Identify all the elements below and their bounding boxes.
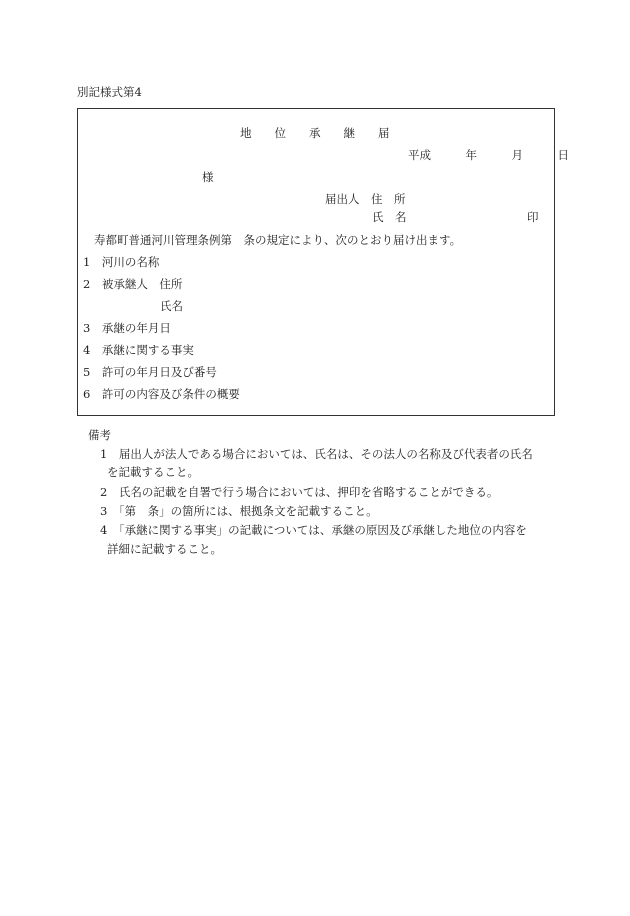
form-item: 氏名 [160, 299, 183, 313]
remark-note-continuation: を記載すること。 [107, 465, 199, 479]
form-number-label: 別記様式第4 [77, 85, 142, 99]
date-line: 平成 年 月 日 [408, 148, 569, 162]
remark-note: 1 届出人が法人である場合においては、氏名は、その法人の名称及び代表者の氏名 [100, 447, 533, 461]
addressee-suffix: 様 [202, 170, 214, 184]
form-item: 6 許可の内容及び条件の概要 [83, 387, 240, 401]
remark-note: 4 「承継に関する事実」の記載については、承継の原因及び承継した地位の内容を [100, 523, 527, 537]
remark-note-continuation: 詳細に記載すること。 [107, 542, 222, 556]
form-item: 1 河川の名称 [83, 255, 160, 269]
remarks-heading: 備考 [88, 428, 111, 442]
form-title: 地 位 承 継 届 [240, 126, 390, 140]
form-item: 4 承継に関する事実 [83, 343, 194, 357]
form-item: 3 承継の年月日 [83, 321, 171, 335]
notifier-name-label: 氏 名 [372, 210, 407, 224]
remark-note: 2 氏名の記載を自署で行う場合においては、押印を省略することができる。 [100, 485, 499, 499]
notifier-address-label: 届出人 住 所 [325, 192, 406, 206]
form-item: 5 許可の年月日及び番号 [83, 365, 217, 379]
form-item: 2 被承継人 住所 [83, 277, 183, 291]
seal-mark: 印 [527, 210, 539, 224]
statement-text: 寿都町普通河川管理条例第 条の規定により、次のとおり届け出ます。 [94, 233, 462, 247]
remark-note: 3 「第 条」の箇所には、根拠条文を記載すること。 [100, 504, 378, 518]
